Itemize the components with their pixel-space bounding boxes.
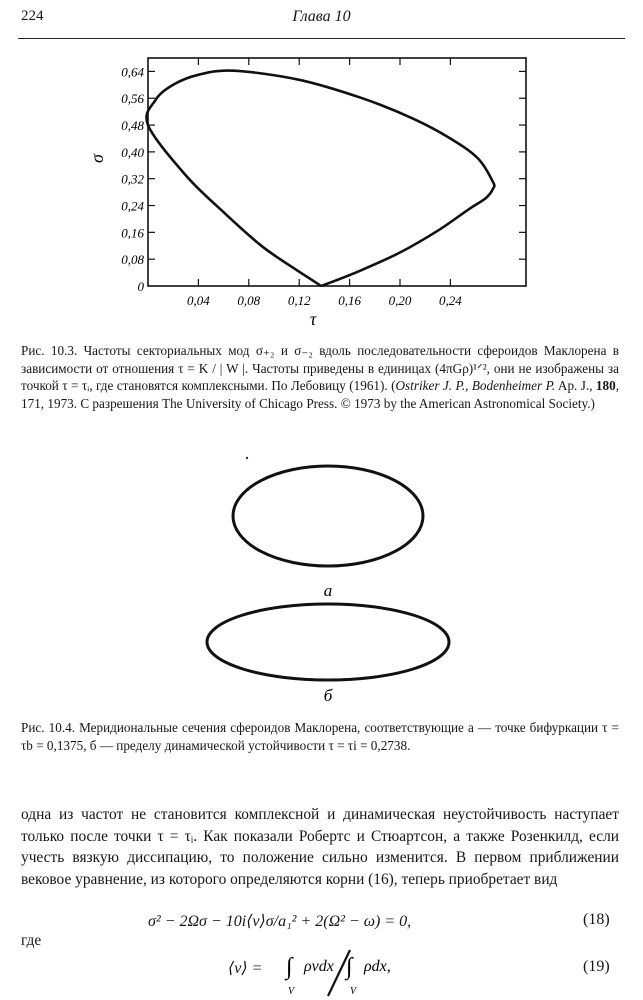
integral-sign-1: ∫: [286, 954, 293, 980]
caption-text-2: Ap. J.,: [555, 378, 596, 393]
speck-dot: [246, 457, 248, 459]
caption-text-1: Рис. 10.3. Частоты секториальных мод σ₊₂ и σ₋₂ вдоль последовательности сфероидов Маклорена в зависимости от отношения τ = K / | W |. Частоты приведены в единицах (4πGρ)¹ᐟ², они не изображены за точкой τ = τᵢ, где становятся комплексными. По Лебовицу (1961). (: [21, 343, 619, 393]
caption-authors: Ostriker J. P., Bodenheimer P.: [395, 378, 556, 393]
equation-18-number: (18): [583, 911, 610, 928]
x-tick-label: 0,12: [287, 293, 311, 308]
x-tick-label: 0,24: [439, 293, 462, 308]
figure-10-4-caption: Рис. 10.4. Меридиональные сечения сфероидов Маклорена, соответствующие а — точке бифуркации τ = τb = 0,1375, б — пределу динамической устойчивости τ = τi = 0,2738.: [21, 720, 619, 753]
where-word: где: [21, 932, 42, 949]
chapter-title: Глава 10: [292, 8, 351, 25]
y-tick-label: 0,24: [121, 198, 144, 214]
numerator-integrand: ρνdx: [304, 958, 334, 975]
y-tick-label: 0,16: [121, 225, 144, 241]
x-tick-label: 0,20: [388, 293, 412, 308]
x-tick-label: 0,16: [338, 293, 361, 308]
ellipse-b: [207, 604, 449, 680]
y-tick-label: 0: [137, 279, 144, 294]
plot-frame: [148, 58, 526, 286]
x-axis-label: τ: [309, 309, 317, 329]
figure-10-3-caption: [21, 342, 619, 412]
y-tick-label: 0,32: [121, 171, 144, 187]
equation-19-lhs: ⟨ν⟩ =: [228, 960, 263, 977]
label-b: б: [323, 686, 333, 705]
denominator-integrand: ρdx,: [364, 958, 391, 975]
y-tick-label: 0,08: [121, 252, 144, 268]
sigma-curve: [146, 71, 494, 286]
label-a: а: [323, 581, 333, 600]
integral-sub-1: V: [288, 986, 295, 997]
page-number: 224: [21, 8, 44, 24]
equation-19-number: (19): [583, 958, 610, 975]
y-tick-label: 0,56: [121, 91, 144, 107]
figure-10-3-chart: [0, 0, 643, 330]
equation-18: σ² − 2Ωσ − 10i⟨ν⟩σ/a₁² + 2(Ω² − ω) = 0,: [148, 913, 412, 930]
ellipse-a: [233, 466, 423, 566]
equation-19-integrals: [280, 944, 410, 998]
integral-sub-2: V: [350, 986, 357, 997]
y-axis-label: σ: [87, 154, 107, 164]
figure-10-4-drawing: [0, 455, 643, 715]
integral-sign-2: ∫: [346, 954, 353, 980]
caption-text-3: , 171, 1973. С разрешения The University of Chicago Press. © 1973 by the American Astronomical Society.): [21, 378, 619, 411]
y-tick-label: 0,40: [121, 144, 144, 160]
caption-volume: 180: [595, 378, 616, 393]
y-tick-label: 0,48: [121, 118, 144, 134]
x-tick-label: 0,08: [237, 293, 261, 308]
x-tick-label: 0,04: [187, 293, 210, 308]
y-tick-label: 0,64: [121, 64, 144, 80]
body-paragraph: одна из частот не становится комплексной и динамическая неустойчивость наступает только после точки τ = τᵢ. Как показали Робертс и Стюартсон, а также Розенкилд, если учесть вязкую диссипацию, то положение сильно изменится. В первом приближении вековое уравнение, из которого определяются корни (16), теперь приобретает вид: [21, 806, 619, 888]
